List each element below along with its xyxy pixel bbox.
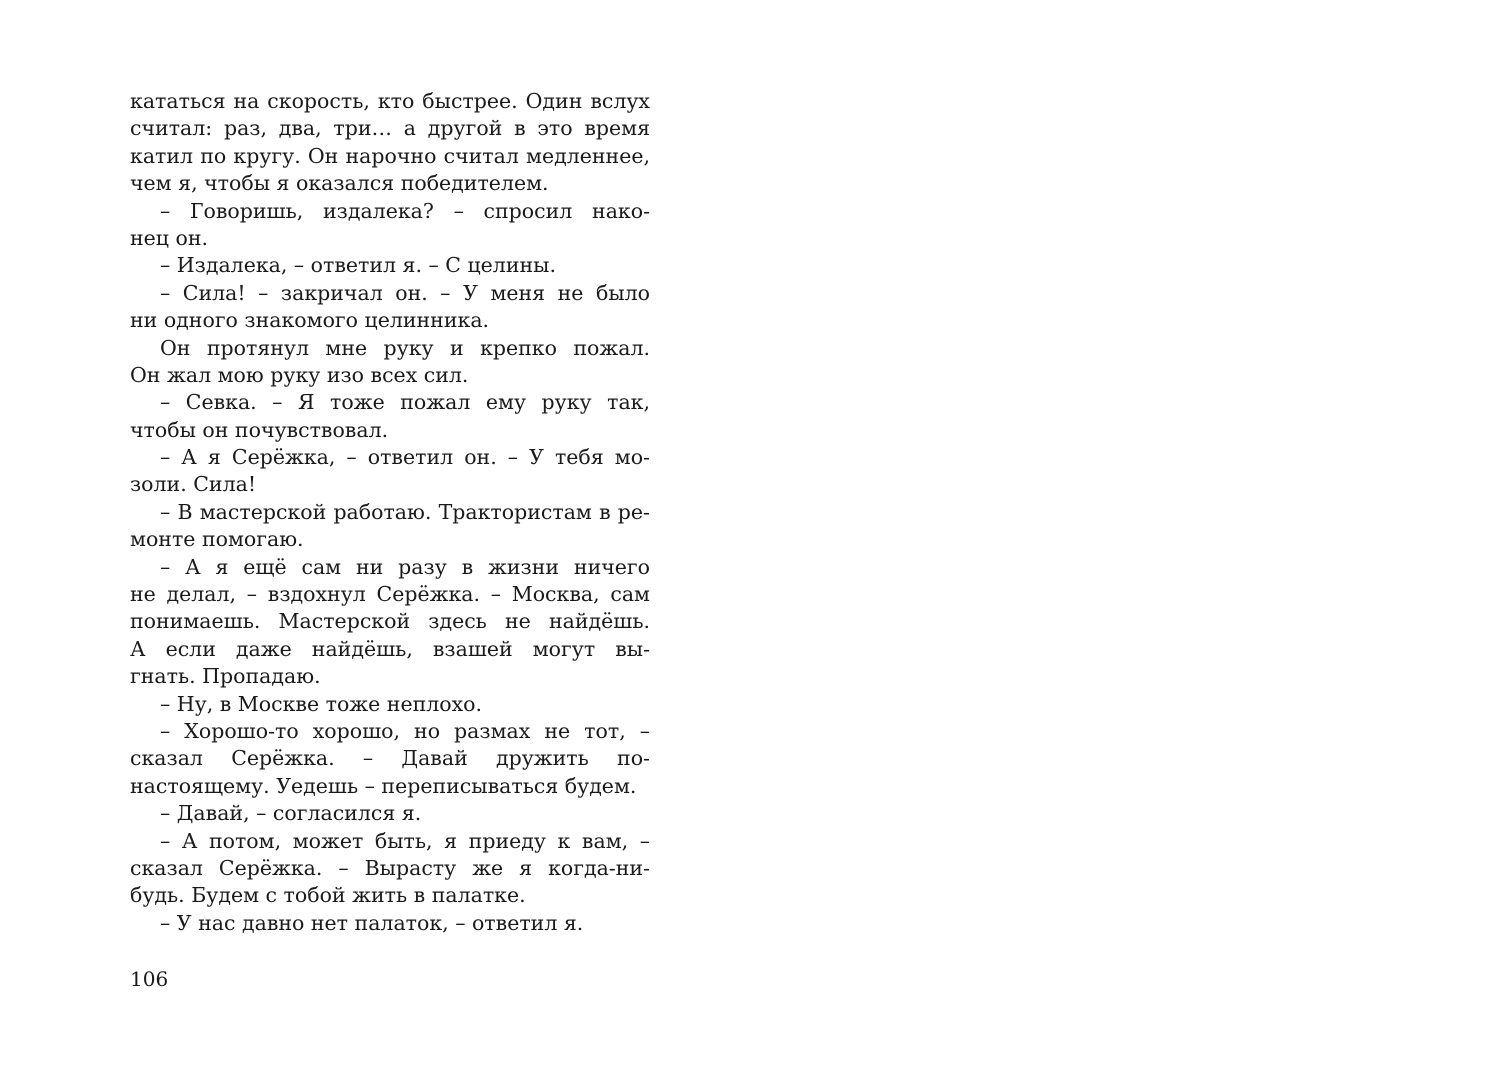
text-line: – Сила! – закричал он. – У меня не было	[160, 280, 650, 305]
text-line: – В мастерской работаю. Трактористам в ре-	[160, 499, 650, 524]
text-line: А если даже найдёшь, взашей могут вы-	[130, 636, 650, 661]
text-line: – Давай, – согласился я.	[160, 801, 422, 826]
text-line: – А потом, может быть, я приеду к вам, –	[160, 828, 650, 853]
text-line: кататься на скорость, кто быстрее. Один вслух	[130, 89, 650, 113]
text-line: – Ну, в Москве тоже неплохо.	[160, 691, 483, 716]
text-line: настоящему. Уедешь – переписываться будем.	[130, 773, 637, 798]
text-line: чем я, чтобы я оказался победителем.	[130, 171, 549, 196]
text-line: гнать. Пропадаю.	[130, 664, 321, 689]
text-line: понимаешь. Мастерской здесь не найдёшь.	[130, 609, 650, 634]
text-line: сказал Серёжка. – Давай дружить по-	[130, 746, 650, 771]
text-line: ни одного знакомого целинника.	[130, 308, 490, 333]
text-line: Он жал мою руку изо всех сил.	[130, 362, 469, 387]
text-line: Он протянул мне руку и крепко пожал.	[160, 335, 650, 360]
text-line: – Хорошо-то хорошо, но размах не тот, –	[160, 718, 650, 743]
text-line: – А я ещё сам ни разу в жизни ничего	[160, 554, 650, 579]
text-line: – У нас давно нет палаток, – ответил я.	[160, 910, 584, 935]
body-text	[130, 88, 650, 937]
page-number: 106	[130, 967, 169, 991]
text-line: золи. Сила!	[130, 472, 257, 497]
text-line: не делал, – вздохнул Серёжка. – Москва, сам	[130, 582, 650, 607]
text-line: будь. Будем с тобой жить в палатке.	[130, 883, 526, 908]
text-line: чтобы он почувствовал.	[130, 417, 389, 442]
text-line: нец он.	[130, 225, 209, 250]
text-line: катил по кругу. Он нарочно считал медленнее,	[130, 143, 650, 168]
text-line: – А я Серёжка, – ответил он. – У тебя мо-	[160, 445, 650, 470]
text-line: сказал Серёжка. – Вырасту же я когда-ни-	[130, 855, 650, 880]
text-line: – Говоришь, издалека? – спросил нако-	[160, 198, 650, 223]
text-line: – Издалека, – ответил я. – С целины.	[160, 253, 556, 278]
text-line: монте помогаю.	[130, 527, 304, 552]
right-page	[750, 0, 1500, 1071]
text-line: считал: раз, два, три… а другой в это время	[130, 116, 650, 141]
text-line: – Севка. – Я тоже пожал ему руку так,	[160, 390, 650, 415]
